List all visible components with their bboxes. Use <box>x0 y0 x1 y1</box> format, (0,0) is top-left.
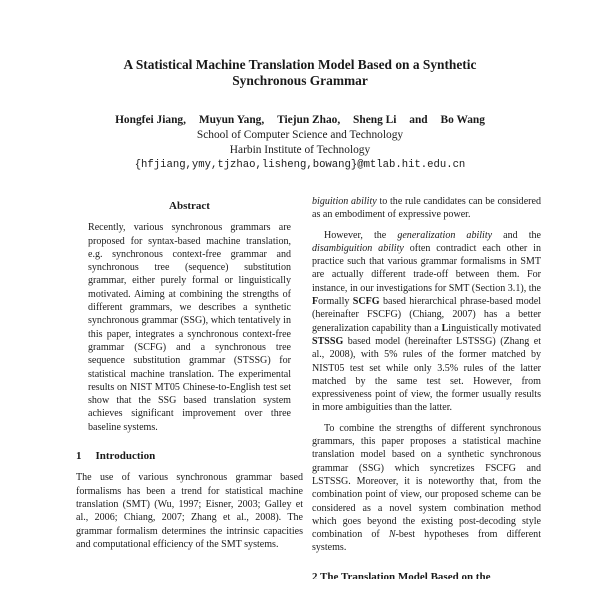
section-heading-next: 2 The Translation Model Based on the <box>312 570 491 579</box>
author-name: Sheng Li <box>353 114 397 126</box>
author-names <box>60 113 540 128</box>
author-name: Hongfei Jiang, <box>115 114 186 126</box>
paragraph-text: inguistically motivated <box>448 322 541 334</box>
left-column <box>76 200 303 558</box>
paragraph <box>312 229 541 415</box>
author-name: Muyun Yang, <box>198 114 265 126</box>
paragraph <box>312 422 541 555</box>
emphasis-text: disambiguition ability <box>312 242 404 254</box>
bold-text: SCFG <box>352 296 380 308</box>
emphasis-text: generalization ability <box>397 229 493 241</box>
paragraph-text: -best hypotheses from different systems. <box>312 529 541 554</box>
paper-title <box>60 57 540 89</box>
bold-text: F <box>312 296 319 308</box>
math-variable: N <box>388 529 396 541</box>
title-line-2: Synchronous Grammar <box>232 73 368 88</box>
author-name: Bo Wang <box>440 114 485 126</box>
paragraph-text: To combine the strengths of different synchronous grammars, this paper proposes a statistical machine translation model based on a synthetic synchronous grammar (SSG) which syncretizes FSCFG and LSTSSG. Moreover, it is noteworthy that, from the combination point of view, our proposed scheme can be considered as a novel system combination method which goes beyond the existing post-decoding style combination of <box>312 422 541 541</box>
bold-text: L <box>441 322 449 334</box>
section-number: 1 <box>76 450 82 463</box>
affiliation-line-1: School of Computer Science and Technology <box>196 129 404 141</box>
abstract-body: Recently, various synchronous grammars are proposed for syntax-based machine translation, e.g. synchronous context-free grammar and synchronous tree (sequence) substitution grammar, either purely formal or linguistically motivated. Aiming at combining the strengths of different grammars, we describes a synthetic synchronous grammar (SSG), which tentatively in this paper, integrates a synchronous context-free grammar (SCFG) and a synchronous tree sequence substitution grammar (STSSG) for statistical machine translation. The experimental results on NIST MT05 Chinese-to-English test set show that the SSG based translation system achieves significant improvement over three baseline systems. <box>88 222 291 433</box>
paragraph-text: often contradict each other in practice such that various grammar formalisms in SMT are actually different trade-off between them. For instance, in our investigations for SMT (Section 3.1), the <box>312 242 541 294</box>
paragraph-text: However, the <box>324 229 398 241</box>
section-title: Introduction <box>95 450 156 463</box>
paragraph <box>312 195 541 222</box>
section-heading-introduction <box>76 450 303 463</box>
affiliation-line-2: Harbin Institute of Technology <box>229 144 371 156</box>
paragraph-text: based hierarchical phrase-based model (hereinafter FSCFG) (Chiang, 2007) has a better generalization capability than a <box>312 296 542 334</box>
bold-text: STSSG <box>312 335 344 347</box>
paragraph-text: to the rule candidates can be considered as an embodiment of expressive power. <box>312 196 541 221</box>
author-block <box>60 113 540 173</box>
author-email: {hfjiang,ymy,tjzhao,lisheng,bowang}@mtlab.hit.edu.cn <box>134 159 466 171</box>
paragraph-text: based model (hereinafter LSTSSG) (Zhang et al., 2008), with 5% rules of the former matched by NIST05 test set while only 3.5% rules of the latter matched by the same test set. However, from expressiveness point of view, the former usually results in more ambiguities than the latter. <box>312 335 541 414</box>
right-column <box>312 195 541 587</box>
author-conjunction: and <box>409 114 428 126</box>
title-line-1: A Statistical Machine Translation Model Based on a Synthetic <box>123 57 477 72</box>
abstract-heading: Abstract <box>169 200 210 212</box>
paragraph-text: ormally <box>318 296 353 308</box>
author-name: Tiejun Zhao, <box>277 114 341 126</box>
introduction-paragraph: The use of various synchronous grammar based formalisms has been a trend for statistical machine translation (SMT) (Wu, 1997; Eisner, 2003; Galley et al., 2006; Chiang, 2007; Zhang et al., 2008). The grammar formalism determines the intrinsic capacities and computational efficiency of the SMT systems. <box>76 472 303 550</box>
emphasis-text: biguition ability <box>312 196 377 207</box>
paragraph-text: and the <box>492 229 542 241</box>
